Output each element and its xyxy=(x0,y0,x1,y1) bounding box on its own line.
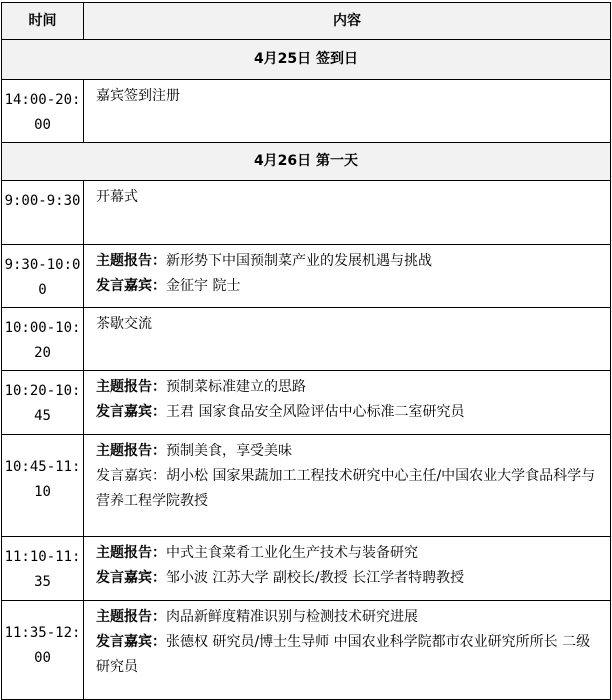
speaker-label: 发言嘉宾： xyxy=(96,404,166,420)
row-time: 9:30-10:00 xyxy=(2,245,84,308)
table-row xyxy=(2,181,611,245)
row-time: 10:45-11:10 xyxy=(2,435,84,537)
topic-line xyxy=(96,249,602,274)
speaker-label: 发言嘉宾： xyxy=(96,634,166,650)
row-content xyxy=(84,435,611,537)
row-time: 10:00-10:20 xyxy=(2,308,84,371)
topic-label: 主题报告： xyxy=(96,443,166,459)
speaker-text: 胡小松 国家果蔬加工工程技术研究中心主任/中国农业大学食品科学与营养工程学院教授 xyxy=(96,468,596,509)
topic-line xyxy=(96,541,602,566)
speaker-label: 发言嘉宾： xyxy=(96,278,166,294)
topic-text: 肉品新鲜度精准识别与检测技术研究进展 xyxy=(166,609,418,625)
topic-line xyxy=(96,605,602,630)
header-content: 内容 xyxy=(84,3,611,40)
topic-text: 新形势下中国预制菜产业的发展机遇与挑战 xyxy=(166,253,432,269)
table-row xyxy=(2,245,611,308)
topic-text: 中式主食菜肴工业化生产技术与装备研究 xyxy=(166,545,418,561)
header-time: 时间 xyxy=(2,3,84,40)
schedule-table xyxy=(1,2,611,700)
topic-line xyxy=(96,439,602,464)
table-row xyxy=(2,371,611,435)
speaker-line xyxy=(96,630,602,680)
table-row xyxy=(2,308,611,371)
row-content: 嘉宾签到注册 xyxy=(84,80,611,143)
speaker-text: 金征宇 院士 xyxy=(166,278,241,294)
table-row xyxy=(2,537,611,601)
table-row xyxy=(2,80,611,143)
topic-label: 主题报告： xyxy=(96,253,166,269)
speaker-text: 邹小波 江苏大学 副校长/教授 长江学者特聘教授 xyxy=(166,570,465,586)
row-time: 11:10-11:35 xyxy=(2,537,84,601)
topic-label: 主题报告： xyxy=(96,545,166,561)
row-time: 10:20-10:45 xyxy=(2,371,84,435)
day-title-1: 4月25日 签到日 xyxy=(2,40,611,80)
speaker-line xyxy=(96,566,602,591)
row-content xyxy=(84,537,611,601)
speaker-line xyxy=(96,274,602,299)
row-time: 14:00-20:00 xyxy=(2,80,84,143)
day-row-2 xyxy=(2,143,611,181)
speaker-label: 发言嘉宾： xyxy=(96,570,166,586)
speaker-line xyxy=(96,464,602,514)
header-row xyxy=(2,3,611,40)
day-title-2: 4月26日 第一天 xyxy=(2,143,611,181)
speaker-text: 张德权 研究员/博士生导师 中国农业科学院都市农业研究所所长 二级研究员 xyxy=(96,634,591,675)
topic-text: 预制美食，享受美味 xyxy=(166,443,292,459)
row-time: 9:00-9:30 xyxy=(2,181,84,245)
topic-label: 主题报告： xyxy=(96,379,166,395)
row-content xyxy=(84,601,611,700)
speaker-label: 发言嘉宾： xyxy=(96,468,166,484)
day-row-1 xyxy=(2,40,611,80)
topic-label: 主题报告： xyxy=(96,609,166,625)
row-time: 11:35-12:00 xyxy=(2,601,84,700)
topic-line xyxy=(96,375,602,400)
row-content: 茶歇交流 xyxy=(84,308,611,371)
row-content xyxy=(84,245,611,308)
row-content: 开幕式 xyxy=(84,181,611,245)
speaker-text: 王君 国家食品安全风险评估中心标准二室研究员 xyxy=(166,404,465,420)
speaker-line xyxy=(96,400,602,425)
table-row xyxy=(2,435,611,537)
row-content xyxy=(84,371,611,435)
table-row xyxy=(2,601,611,700)
topic-text: 预制菜标准建立的思路 xyxy=(166,379,306,395)
